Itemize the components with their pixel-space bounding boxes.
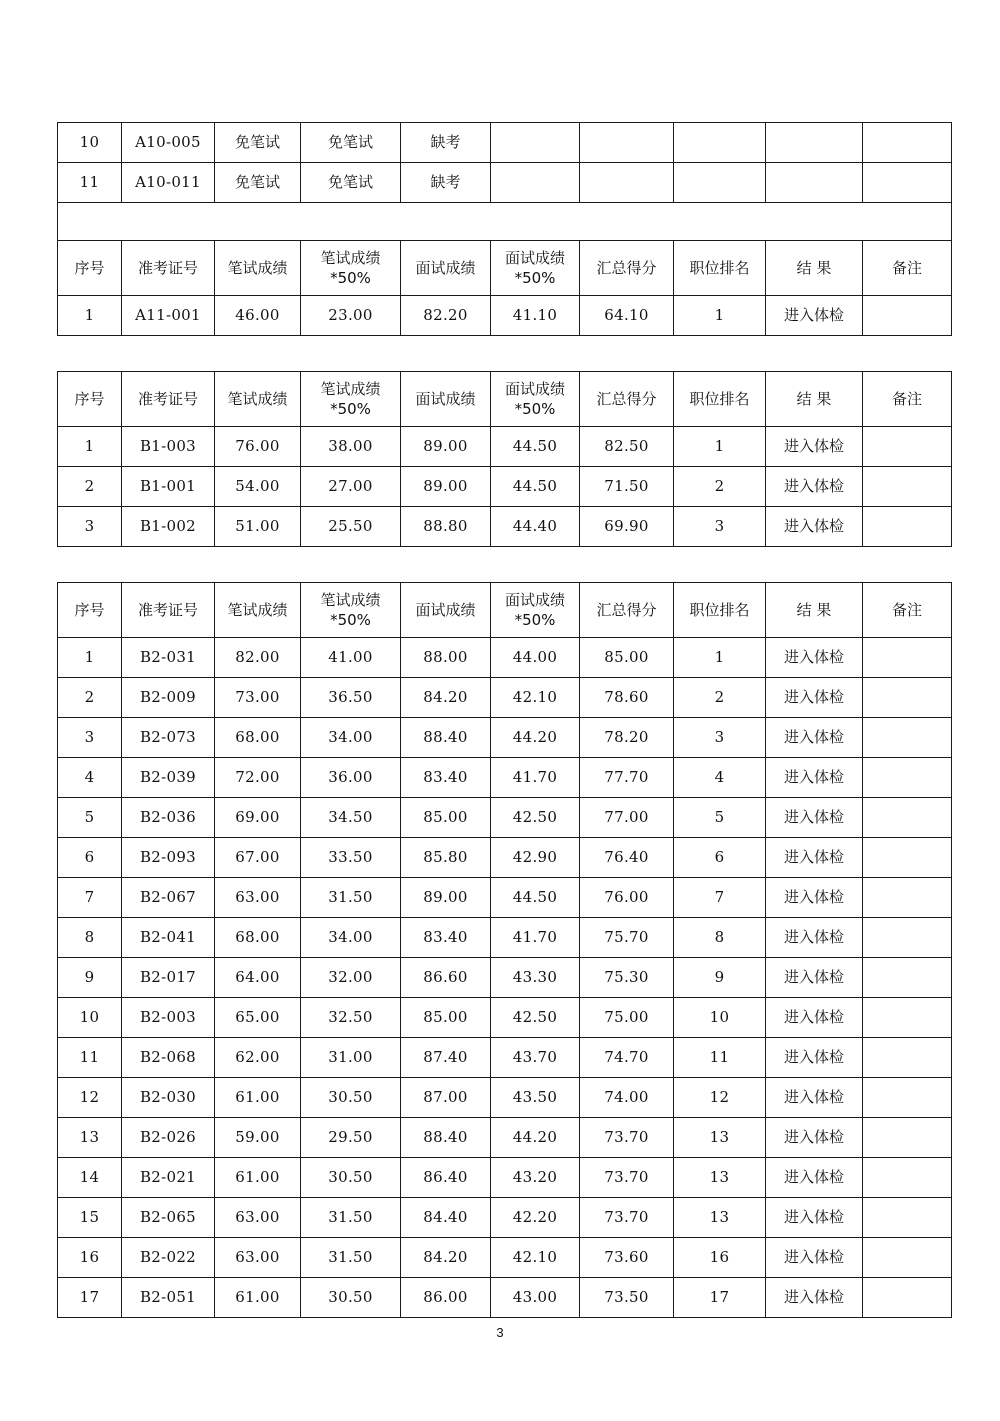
table-cell: 进入体检 [766, 678, 863, 718]
table-cell: 11 [58, 1038, 122, 1078]
table-cell: 83.40 [401, 918, 491, 958]
table-cell: 76.40 [580, 838, 674, 878]
table-row [58, 1118, 952, 1158]
table-cell: B2-068 [122, 1038, 215, 1078]
table-cell: 进入体检 [766, 1118, 863, 1158]
table-cell: 10 [58, 123, 122, 163]
table-cell: 44.40 [491, 507, 580, 547]
table-cell: 84.40 [401, 1198, 491, 1238]
table-cell: 86.60 [401, 958, 491, 998]
table-cell: 82.20 [401, 296, 491, 336]
column-header: 面试成绩 [401, 583, 491, 638]
table-cell: 9 [674, 958, 766, 998]
table-cell: 87.00 [401, 1078, 491, 1118]
table-cell: 3 [58, 718, 122, 758]
table-cell: A10-005 [122, 123, 215, 163]
table-cell [863, 1078, 952, 1118]
table-cell: 进入体检 [766, 296, 863, 336]
table-cell: 38.00 [301, 427, 401, 467]
table-cell: 41.10 [491, 296, 580, 336]
table-cell [863, 838, 952, 878]
table-cell: B2-067 [122, 878, 215, 918]
table-cell: 1 [674, 638, 766, 678]
table-cell: 44.50 [491, 427, 580, 467]
score-table-b1 [57, 371, 951, 547]
table-cell: B2-065 [122, 1198, 215, 1238]
table-cell [580, 123, 674, 163]
table-cell: 6 [58, 838, 122, 878]
table-cell: 4 [58, 758, 122, 798]
table-cell: 83.40 [401, 758, 491, 798]
spacer-row [58, 203, 952, 241]
table-cell: A10-011 [122, 163, 215, 203]
table-cell: 1 [674, 427, 766, 467]
table-cell: 43.20 [491, 1158, 580, 1198]
table-row [58, 1158, 952, 1198]
table-cell: B2-041 [122, 918, 215, 958]
table-cell: 73.60 [580, 1238, 674, 1278]
table-cell: 44.50 [491, 878, 580, 918]
table-cell: 30.50 [301, 1278, 401, 1318]
table-row [58, 507, 952, 547]
table-cell: 76.00 [215, 427, 301, 467]
table-cell: 88.00 [401, 638, 491, 678]
table-cell: 31.00 [301, 1038, 401, 1078]
table-cell: 14 [58, 1158, 122, 1198]
column-header: 结 果 [766, 372, 863, 427]
table-cell [863, 758, 952, 798]
table-cell [863, 998, 952, 1038]
table-cell: 75.70 [580, 918, 674, 958]
table-cell: B2-031 [122, 638, 215, 678]
column-header: 准考证号 [122, 372, 215, 427]
table-cell [863, 718, 952, 758]
table-cell: 进入体检 [766, 718, 863, 758]
header-row [58, 241, 952, 296]
table-cell [580, 163, 674, 203]
table-cell: 86.00 [401, 1278, 491, 1318]
table-cell: 43.70 [491, 1038, 580, 1078]
table-cell: 31.50 [301, 878, 401, 918]
table-cell: 进入体检 [766, 798, 863, 838]
table-row [58, 798, 952, 838]
table-cell [863, 163, 952, 203]
table-cell: 82.50 [580, 427, 674, 467]
table-cell [863, 123, 952, 163]
table-cell: 免笔试 [301, 123, 401, 163]
table-cell: 进入体检 [766, 878, 863, 918]
table-cell: 7 [674, 878, 766, 918]
score-table-a [57, 122, 951, 336]
table-cell: 9 [58, 958, 122, 998]
table-cell: B2-039 [122, 758, 215, 798]
column-header: 笔试成绩 [215, 583, 301, 638]
column-header: 结 果 [766, 583, 863, 638]
table-cell [863, 1238, 952, 1278]
column-header: 备注 [863, 241, 952, 296]
table-cell: 41.70 [491, 918, 580, 958]
table-cell: 进入体检 [766, 1158, 863, 1198]
table-cell: 36.50 [301, 678, 401, 718]
table-cell: 8 [58, 918, 122, 958]
table-row [58, 1078, 952, 1118]
table-cell: 30.50 [301, 1158, 401, 1198]
table-cell: 11 [58, 163, 122, 203]
table-cell [766, 123, 863, 163]
table-cell: 84.20 [401, 678, 491, 718]
table-cell: 13 [674, 1158, 766, 1198]
table-row [58, 123, 952, 163]
column-header: 面试成绩 [401, 372, 491, 427]
table-cell: 43.00 [491, 1278, 580, 1318]
table-row [58, 163, 952, 203]
table-cell: 42.90 [491, 838, 580, 878]
table-cell: 8 [674, 918, 766, 958]
table-cell: 进入体检 [766, 638, 863, 678]
table-row [58, 678, 952, 718]
column-header: 序号 [58, 372, 122, 427]
table-cell: 64.10 [580, 296, 674, 336]
table-cell [863, 1118, 952, 1158]
table-cell: 4 [674, 758, 766, 798]
table-cell: 61.00 [215, 1078, 301, 1118]
table-cell: 3 [58, 507, 122, 547]
table-cell: 7 [58, 878, 122, 918]
table-cell: 84.20 [401, 1238, 491, 1278]
table-cell: 31.50 [301, 1238, 401, 1278]
table-cell: B2-009 [122, 678, 215, 718]
table-row [58, 878, 952, 918]
column-header: 笔试成绩 [215, 241, 301, 296]
column-header: 职位排名 [674, 583, 766, 638]
table-cell: 61.00 [215, 1158, 301, 1198]
column-header: 职位排名 [674, 372, 766, 427]
table-cell: B2-021 [122, 1158, 215, 1198]
table-cell: 5 [674, 798, 766, 838]
table-cell: 13 [674, 1118, 766, 1158]
table-row [58, 1198, 952, 1238]
table-cell: 2 [674, 467, 766, 507]
table-cell: 13 [58, 1118, 122, 1158]
column-header: 面试成绩 *50% [491, 372, 580, 427]
table-cell: 54.00 [215, 467, 301, 507]
table-cell: 44.20 [491, 718, 580, 758]
table-cell [863, 1278, 952, 1318]
header-row [58, 583, 952, 638]
table-cell: B1-003 [122, 427, 215, 467]
table-cell: B1-001 [122, 467, 215, 507]
table-cell: 41.00 [301, 638, 401, 678]
table-cell: 75.00 [580, 998, 674, 1038]
table-cell: 34.00 [301, 718, 401, 758]
table-cell: 2 [58, 678, 122, 718]
table-cell: 33.50 [301, 838, 401, 878]
table-cell: 76.00 [580, 878, 674, 918]
table-cell: 75.30 [580, 958, 674, 998]
column-header: 笔试成绩 [215, 372, 301, 427]
table-cell: 88.40 [401, 718, 491, 758]
table-cell: B2-022 [122, 1238, 215, 1278]
table-cell: 85.80 [401, 838, 491, 878]
table-cell: 32.50 [301, 998, 401, 1038]
table-cell: 44.50 [491, 467, 580, 507]
table-cell: 16 [674, 1238, 766, 1278]
table-cell [491, 123, 580, 163]
table-cell [863, 878, 952, 918]
table-cell: 进入体检 [766, 1038, 863, 1078]
table-cell: 进入体检 [766, 1078, 863, 1118]
column-header: 汇总得分 [580, 583, 674, 638]
table-cell [863, 798, 952, 838]
table-cell [863, 1158, 952, 1198]
table-cell: 12 [58, 1078, 122, 1118]
column-header: 面试成绩 [401, 241, 491, 296]
table-cell: 68.00 [215, 918, 301, 958]
table-cell: 73.70 [580, 1118, 674, 1158]
table-cell: 63.00 [215, 878, 301, 918]
table-row [58, 918, 952, 958]
table-cell [491, 163, 580, 203]
table-cell: 85.00 [580, 638, 674, 678]
table-cell: 71.50 [580, 467, 674, 507]
table-cell: 69.90 [580, 507, 674, 547]
table-cell: 43.50 [491, 1078, 580, 1118]
table-row [58, 427, 952, 467]
table-cell: 16 [58, 1238, 122, 1278]
table-cell: 63.00 [215, 1238, 301, 1278]
table-cell: 1 [58, 296, 122, 336]
table-cell: 77.70 [580, 758, 674, 798]
table-cell: 2 [58, 467, 122, 507]
table-cell: B2-003 [122, 998, 215, 1038]
score-table-b2 [57, 582, 951, 1318]
table-cell: 63.00 [215, 1198, 301, 1238]
table-cell [674, 123, 766, 163]
table-cell: 进入体检 [766, 998, 863, 1038]
column-header: 笔试成绩 *50% [301, 583, 401, 638]
table-cell [863, 638, 952, 678]
table-cell: 78.60 [580, 678, 674, 718]
table-cell: 13 [674, 1198, 766, 1238]
column-header: 汇总得分 [580, 241, 674, 296]
table-cell: 进入体检 [766, 1278, 863, 1318]
column-header: 备注 [863, 372, 952, 427]
table-cell: 78.20 [580, 718, 674, 758]
table-row [58, 296, 952, 336]
table-cell: 51.00 [215, 507, 301, 547]
table-cell: 74.00 [580, 1078, 674, 1118]
column-header: 汇总得分 [580, 372, 674, 427]
table-cell: 88.40 [401, 1118, 491, 1158]
table-cell: 2 [674, 678, 766, 718]
table-cell: 42.10 [491, 678, 580, 718]
table-cell: 42.50 [491, 798, 580, 838]
table-cell: 41.70 [491, 758, 580, 798]
table-cell [863, 1038, 952, 1078]
table-cell: 进入体检 [766, 758, 863, 798]
table-cell: 46.00 [215, 296, 301, 336]
table-cell: 11 [674, 1038, 766, 1078]
header-row [58, 372, 952, 427]
table-cell: 12 [674, 1078, 766, 1118]
table-cell: B1-002 [122, 507, 215, 547]
table-cell: 42.10 [491, 1238, 580, 1278]
table-cell [863, 296, 952, 336]
table-cell: 73.50 [580, 1278, 674, 1318]
table-row [58, 1038, 952, 1078]
table-cell: 88.80 [401, 507, 491, 547]
column-header: 面试成绩 *50% [491, 241, 580, 296]
table-cell: 27.00 [301, 467, 401, 507]
table-cell: B2-073 [122, 718, 215, 758]
table-cell: 10 [58, 998, 122, 1038]
table-cell [674, 163, 766, 203]
table-cell: 免笔试 [301, 163, 401, 203]
table-cell: 进入体检 [766, 918, 863, 958]
table-cell: B2-026 [122, 1118, 215, 1158]
table-cell: 17 [58, 1278, 122, 1318]
table-cell: 65.00 [215, 998, 301, 1038]
table-cell [863, 678, 952, 718]
table-cell: 15 [58, 1198, 122, 1238]
table-cell: 6 [674, 838, 766, 878]
table-row [58, 1278, 952, 1318]
column-header: 笔试成绩 *50% [301, 241, 401, 296]
table-cell: 进入体检 [766, 507, 863, 547]
table-cell: 5 [58, 798, 122, 838]
table-cell: 34.00 [301, 918, 401, 958]
table-cell: 43.30 [491, 958, 580, 998]
table-cell: B2-093 [122, 838, 215, 878]
table-cell: 62.00 [215, 1038, 301, 1078]
table-cell: 85.00 [401, 798, 491, 838]
table-cell: 85.00 [401, 998, 491, 1038]
table-row [58, 638, 952, 678]
table-row [58, 718, 952, 758]
table-cell: 86.40 [401, 1158, 491, 1198]
table-cell: 67.00 [215, 838, 301, 878]
table-row [58, 838, 952, 878]
column-header: 备注 [863, 583, 952, 638]
table-cell: 73.70 [580, 1198, 674, 1238]
table-cell [863, 918, 952, 958]
table-cell: 10 [674, 998, 766, 1038]
table-cell: 进入体检 [766, 467, 863, 507]
table-cell [863, 507, 952, 547]
column-header: 准考证号 [122, 241, 215, 296]
table-cell: 进入体检 [766, 427, 863, 467]
table-cell: 44.00 [491, 638, 580, 678]
table-cell: B2-051 [122, 1278, 215, 1318]
table-cell: 42.20 [491, 1198, 580, 1238]
column-header: 职位排名 [674, 241, 766, 296]
table-cell: 73.00 [215, 678, 301, 718]
column-header: 序号 [58, 583, 122, 638]
column-header: 准考证号 [122, 583, 215, 638]
table-cell: 进入体检 [766, 838, 863, 878]
table-row [58, 758, 952, 798]
table-cell [863, 958, 952, 998]
table-cell: 免笔试 [215, 163, 301, 203]
table-cell [766, 163, 863, 203]
table-cell: 30.50 [301, 1078, 401, 1118]
table-cell: 36.00 [301, 758, 401, 798]
table-cell: B2-017 [122, 958, 215, 998]
table-row [58, 998, 952, 1038]
table-cell: 29.50 [301, 1118, 401, 1158]
table-cell: 3 [674, 507, 766, 547]
table-row [58, 958, 952, 998]
table-cell: 89.00 [401, 878, 491, 918]
page-number: 3 [496, 1325, 504, 1340]
table-cell: 73.70 [580, 1158, 674, 1198]
table-cell [863, 1198, 952, 1238]
table-cell: 32.00 [301, 958, 401, 998]
table-cell: 89.00 [401, 467, 491, 507]
table-cell: 44.20 [491, 1118, 580, 1158]
table-cell: 89.00 [401, 427, 491, 467]
table-cell: 3 [674, 718, 766, 758]
table-cell: 31.50 [301, 1198, 401, 1238]
column-header: 面试成绩 *50% [491, 583, 580, 638]
table-cell: 69.00 [215, 798, 301, 838]
table-cell: 缺考 [401, 123, 491, 163]
column-header: 笔试成绩 *50% [301, 372, 401, 427]
table-cell: 82.00 [215, 638, 301, 678]
table-cell: 缺考 [401, 163, 491, 203]
table-cell: 进入体检 [766, 1238, 863, 1278]
table-row [58, 1238, 952, 1278]
table-cell: 1 [58, 638, 122, 678]
column-header: 序号 [58, 241, 122, 296]
table-cell: 59.00 [215, 1118, 301, 1158]
column-header: 结 果 [766, 241, 863, 296]
table-cell: 68.00 [215, 718, 301, 758]
table-cell: 1 [674, 296, 766, 336]
table-cell [863, 467, 952, 507]
table-cell: 进入体检 [766, 1198, 863, 1238]
table-cell: A11-001 [122, 296, 215, 336]
table-cell: 72.00 [215, 758, 301, 798]
table-cell: 23.00 [301, 296, 401, 336]
spacer-cell [58, 203, 952, 241]
table-cell: B2-030 [122, 1078, 215, 1118]
table-cell: 进入体检 [766, 958, 863, 998]
table-cell: 64.00 [215, 958, 301, 998]
table-cell: 1 [58, 427, 122, 467]
table-row [58, 467, 952, 507]
table-cell: 42.50 [491, 998, 580, 1038]
table-cell: 87.40 [401, 1038, 491, 1078]
table-cell: 25.50 [301, 507, 401, 547]
table-cell: 免笔试 [215, 123, 301, 163]
table-cell: 74.70 [580, 1038, 674, 1078]
table-cell: 61.00 [215, 1278, 301, 1318]
table-cell [863, 427, 952, 467]
table-cell: 34.50 [301, 798, 401, 838]
table-cell: 17 [674, 1278, 766, 1318]
table-cell: 77.00 [580, 798, 674, 838]
table-cell: B2-036 [122, 798, 215, 838]
